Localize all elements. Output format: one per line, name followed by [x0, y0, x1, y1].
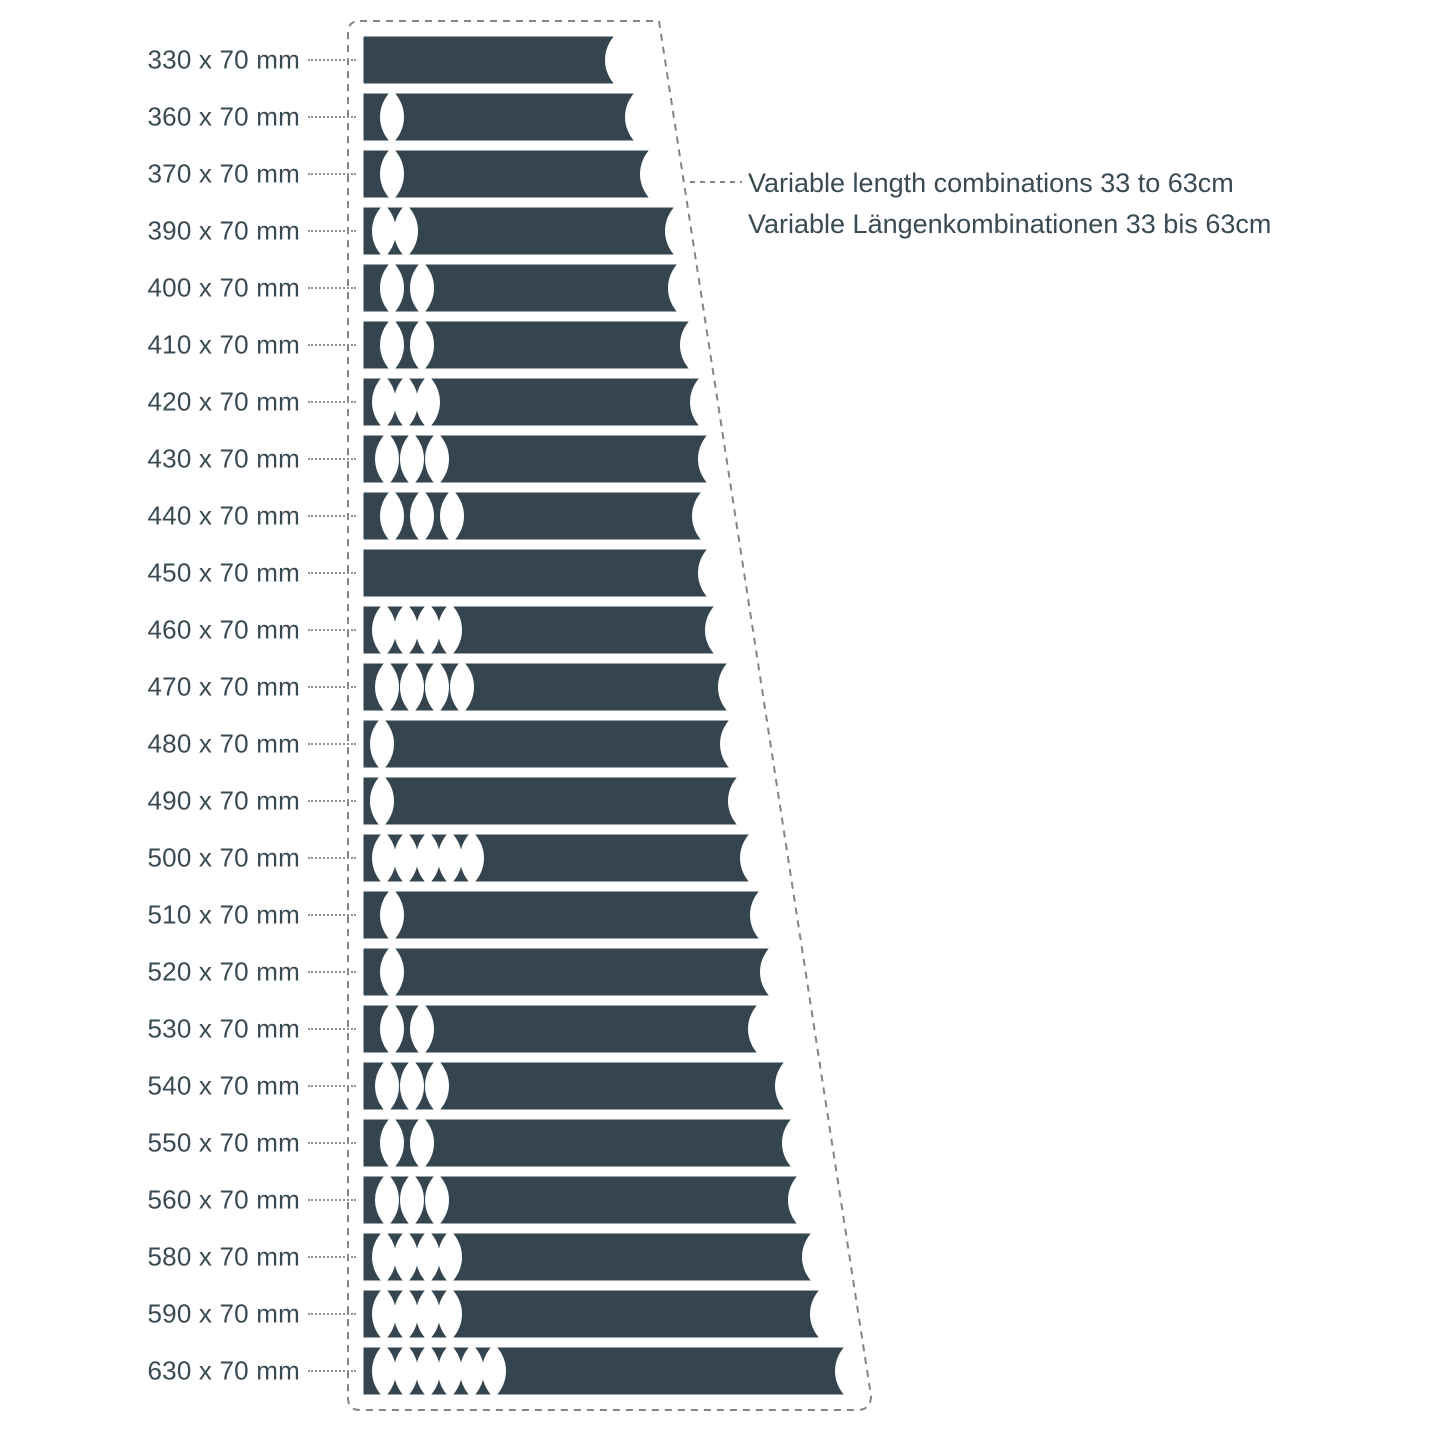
- leader-line: [308, 1199, 356, 1201]
- leader-line: [308, 230, 356, 232]
- bar-row: [362, 320, 692, 370]
- bar-segment: [362, 833, 384, 883]
- bar-row: [362, 1061, 787, 1111]
- bar-segment: [387, 1061, 412, 1111]
- annotation-line-de: Variable Längenkombinationen 33 bis 63cm: [748, 208, 1272, 239]
- bar-segment: [362, 92, 392, 142]
- row-label: 500 x 70 mm: [147, 842, 300, 873]
- bar-segment: [406, 206, 677, 256]
- bar-segment: [494, 1346, 847, 1396]
- bar-segment: [362, 491, 392, 541]
- bar-segment: [422, 1004, 760, 1054]
- bar-row: [362, 719, 732, 769]
- bar-segment: [362, 1061, 387, 1111]
- bar-segment: [362, 1346, 384, 1396]
- leader-line: [308, 59, 356, 61]
- bar-segment: [362, 1289, 384, 1339]
- bar-segment: [412, 434, 437, 484]
- leader-line: [308, 515, 356, 517]
- bar-row: [362, 1004, 760, 1054]
- bar-row: [362, 548, 710, 598]
- bar-segment: [384, 1232, 406, 1282]
- bar-segment: [362, 890, 392, 940]
- bar-row: [362, 662, 730, 712]
- bar-row: [362, 1118, 794, 1168]
- row-label: 580 x 70 mm: [147, 1241, 300, 1272]
- bar-segment: [392, 1118, 422, 1168]
- row-label: 480 x 70 mm: [147, 728, 300, 759]
- bar-segment: [384, 605, 406, 655]
- bar-segment: [428, 1232, 450, 1282]
- bar-segment: [450, 1289, 822, 1339]
- row-label: 330 x 70 mm: [147, 44, 300, 75]
- bar-segment: [362, 776, 382, 826]
- row-label: 460 x 70 mm: [147, 614, 300, 645]
- bar-segment: [387, 662, 412, 712]
- bar-segment: [362, 434, 387, 484]
- bar-segment: [392, 947, 772, 997]
- bar-segment: [452, 491, 704, 541]
- bar-segment: [362, 1175, 387, 1225]
- row-label: 400 x 70 mm: [147, 272, 300, 303]
- leader-line: [308, 572, 356, 574]
- bar-segment: [422, 1118, 794, 1168]
- row-label: 550 x 70 mm: [147, 1127, 300, 1158]
- bar-segment: [362, 206, 384, 256]
- bar-segment: [392, 149, 652, 199]
- bar-row: [362, 776, 740, 826]
- bar-row: [362, 947, 772, 997]
- bar-segment: [392, 491, 422, 541]
- bar-segment: [437, 662, 462, 712]
- leader-line: [308, 1313, 356, 1315]
- bar-segment: [472, 1346, 494, 1396]
- bar-segment: [362, 35, 617, 85]
- bar-segment: [450, 1346, 472, 1396]
- row-label: 510 x 70 mm: [147, 899, 300, 930]
- bar-row: [362, 149, 652, 199]
- bar-segment: [362, 719, 382, 769]
- leader-line: [308, 401, 356, 403]
- bar-row: [362, 263, 680, 313]
- bar-segment: [362, 605, 384, 655]
- bar-segment: [384, 377, 406, 427]
- row-label: 450 x 70 mm: [147, 557, 300, 588]
- bar-segment: [362, 947, 392, 997]
- bar-segment: [362, 377, 384, 427]
- bar-segment: [387, 1175, 412, 1225]
- bar-segment: [362, 1118, 392, 1168]
- bar-segment: [422, 263, 680, 313]
- leader-line: [308, 686, 356, 688]
- row-label: 630 x 70 mm: [147, 1355, 300, 1386]
- bar-segment: [362, 1232, 384, 1282]
- bar-segment: [392, 320, 422, 370]
- bar-segment: [437, 1061, 787, 1111]
- bar-segment: [428, 377, 702, 427]
- bar-row: [362, 1175, 800, 1225]
- row-label: 590 x 70 mm: [147, 1298, 300, 1329]
- leader-line: [308, 629, 356, 631]
- bar-row: [362, 35, 617, 85]
- bar-segment: [406, 1289, 428, 1339]
- leader-line: [308, 116, 356, 118]
- bar-row: [362, 491, 704, 541]
- row-label: 430 x 70 mm: [147, 443, 300, 474]
- bar-segment: [450, 605, 717, 655]
- bar-segment: [362, 1004, 392, 1054]
- bar-segment: [462, 662, 730, 712]
- bar-segment: [412, 1061, 437, 1111]
- bar-segment: [362, 263, 392, 313]
- leader-line: [308, 1028, 356, 1030]
- bar-segment: [384, 206, 406, 256]
- leader-line: [308, 800, 356, 802]
- row-label: 390 x 70 mm: [147, 215, 300, 246]
- bar-row: [362, 605, 717, 655]
- leader-line: [308, 1142, 356, 1144]
- bar-segment: [428, 605, 450, 655]
- bar-row: [362, 1289, 822, 1339]
- bar-segment: [362, 320, 392, 370]
- row-label: 540 x 70 mm: [147, 1070, 300, 1101]
- bar-segment: [422, 320, 692, 370]
- row-label: 490 x 70 mm: [147, 785, 300, 816]
- bar-row: [362, 1232, 814, 1282]
- bar-segment: [384, 833, 406, 883]
- annotation-text: [748, 163, 1271, 244]
- row-label: 410 x 70 mm: [147, 329, 300, 360]
- bar-segment: [362, 149, 392, 199]
- bar-row: [362, 92, 637, 142]
- bar-segment: [437, 434, 710, 484]
- bar-segment: [362, 548, 710, 598]
- leader-line: [308, 914, 356, 916]
- bar-segment: [382, 776, 740, 826]
- bar-segment: [412, 662, 437, 712]
- bar-segment: [428, 1346, 450, 1396]
- bar-segment: [392, 263, 422, 313]
- row-label: 440 x 70 mm: [147, 500, 300, 531]
- bar-segment: [406, 1232, 428, 1282]
- leader-line: [308, 971, 356, 973]
- bar-segment: [412, 1175, 437, 1225]
- bar-segment: [362, 662, 387, 712]
- bar-segment: [392, 1004, 422, 1054]
- bar-segment: [382, 719, 732, 769]
- bar-segment: [472, 833, 752, 883]
- row-label: 420 x 70 mm: [147, 386, 300, 417]
- bar-segment: [406, 605, 428, 655]
- bar-segment: [450, 1232, 814, 1282]
- leader-line: [308, 743, 356, 745]
- leader-line: [308, 1256, 356, 1258]
- row-label: 360 x 70 mm: [147, 101, 300, 132]
- bar-segment: [428, 833, 450, 883]
- row-label: 370 x 70 mm: [147, 158, 300, 189]
- leader-line: [308, 1085, 356, 1087]
- bar-segment: [428, 1289, 450, 1339]
- leader-line: [308, 344, 356, 346]
- bar-segment: [422, 491, 452, 541]
- bar-row: [362, 206, 677, 256]
- bar-row: [362, 833, 752, 883]
- bar-segment: [392, 92, 637, 142]
- bar-row: [362, 377, 702, 427]
- row-label: 560 x 70 mm: [147, 1184, 300, 1215]
- bar-segment: [406, 377, 428, 427]
- leader-line: [308, 173, 356, 175]
- leader-line: [308, 458, 356, 460]
- row-label: 530 x 70 mm: [147, 1013, 300, 1044]
- bar-segment: [384, 1346, 406, 1396]
- bar-segment: [406, 1346, 428, 1396]
- bar-segment: [392, 890, 762, 940]
- bar-segment: [450, 833, 472, 883]
- bar-segment: [384, 1289, 406, 1339]
- leader-line: [308, 287, 356, 289]
- bar-row: [362, 890, 762, 940]
- leader-line: [308, 1370, 356, 1372]
- annotation-line-en: Variable length combinations 33 to 63cm: [748, 168, 1234, 198]
- row-label: 520 x 70 mm: [147, 956, 300, 987]
- bar-row: [362, 1346, 847, 1396]
- bar-segment: [437, 1175, 800, 1225]
- bar-segment: [406, 833, 428, 883]
- leader-line: [308, 857, 356, 859]
- row-label: 470 x 70 mm: [147, 671, 300, 702]
- bar-segment: [387, 434, 412, 484]
- bar-row: [362, 434, 710, 484]
